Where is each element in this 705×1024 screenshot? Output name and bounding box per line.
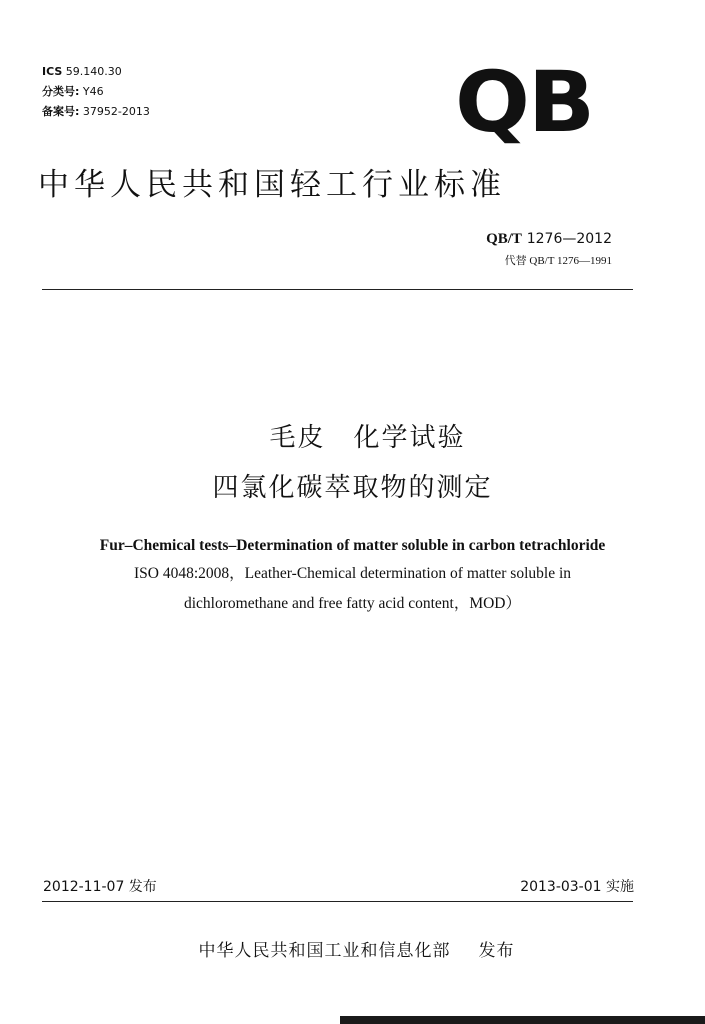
replaces-standard: 代替 QB/T 1276—1991 <box>504 255 612 267</box>
ics-label: ICS <box>42 65 63 78</box>
bottom-divider <box>42 901 633 902</box>
publisher-name: 中华人民共和国工业和信息化部 <box>198 941 451 961</box>
industry-standard-title: 中华人民共和国轻工行业标准 <box>38 167 506 203</box>
scan-edge-bar <box>340 1016 705 1024</box>
standard-prefix: QB/T <box>486 231 522 247</box>
category-value: Y46 <box>82 85 104 98</box>
top-divider <box>42 289 633 290</box>
category-line <box>42 82 150 102</box>
qb-logo: QB <box>455 53 594 151</box>
record-value: 37952-2013 <box>82 105 150 118</box>
ics-value: 59.140.30 <box>65 65 122 78</box>
record-line <box>42 102 150 122</box>
classification-block <box>42 62 150 122</box>
standard-number <box>486 229 612 248</box>
implementation-date: 2013-03-01 实施 <box>520 879 634 895</box>
publisher-action: 发布 <box>478 941 515 961</box>
chinese-title-line-1: 毛皮 化学试验 <box>269 423 466 453</box>
iso-reference-line-1: ISO 4048:2008，Leather-Chemical determination of matter soluble in <box>133 565 572 582</box>
publisher-line <box>0 936 705 961</box>
category-label: 分类号: <box>42 85 80 98</box>
issue-date: 2012-11-07 发布 <box>43 879 157 895</box>
iso-reference-line-2: dichloromethane and free fatty acid content，MOD） <box>183 595 521 612</box>
english-title: Fur–Chemical tests–Determination of matter soluble in carbon tetrachloride <box>99 537 606 554</box>
chinese-title-line-2: 四氯化碳萃取物的测定 <box>212 473 493 503</box>
standard-code: 1276—2012 <box>526 231 612 247</box>
ics-line <box>42 62 150 82</box>
record-label: 备案号: <box>42 105 80 118</box>
